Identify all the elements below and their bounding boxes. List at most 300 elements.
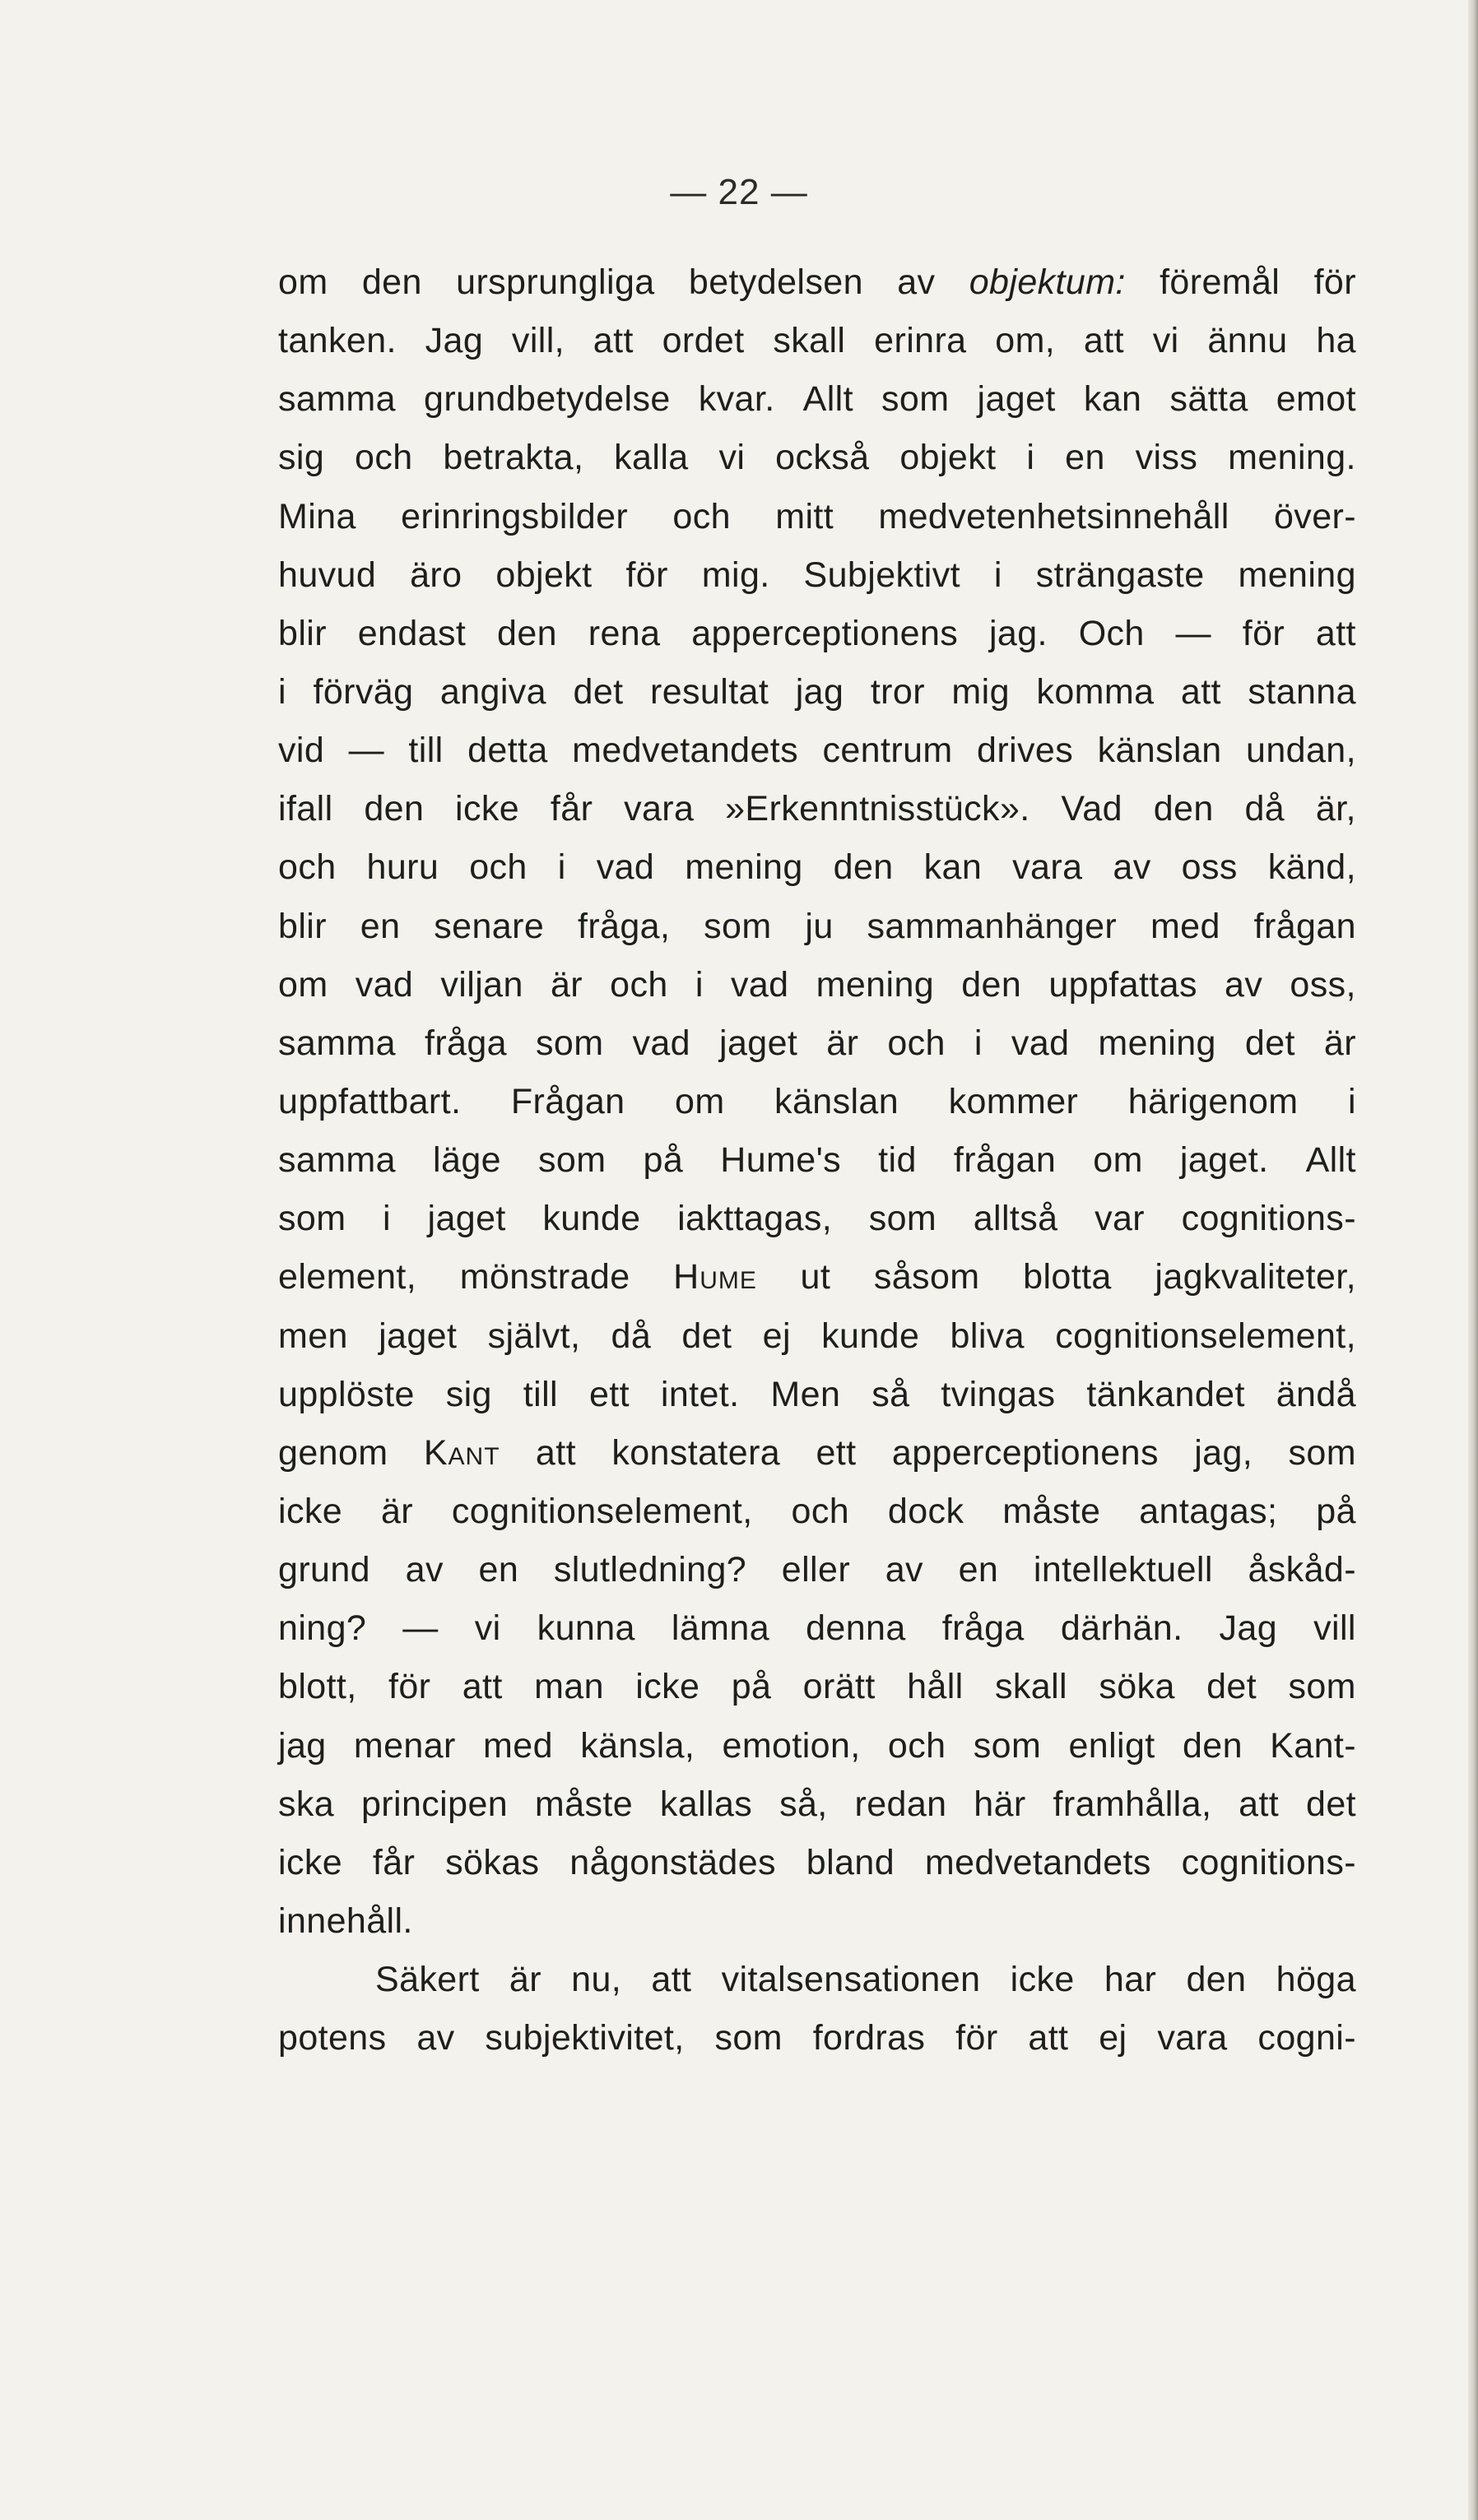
word: höga: [1276, 1960, 1356, 2000]
text-line: [278, 253, 1356, 312]
word: är: [380, 1491, 413, 1531]
word: vill,: [511, 321, 565, 361]
word: med: [1150, 906, 1220, 946]
word: lämna: [671, 1608, 770, 1649]
word: därhän.: [1060, 1608, 1183, 1649]
word: kunde: [821, 1316, 920, 1356]
word: tror: [870, 671, 925, 712]
text-line: [278, 1248, 1356, 1306]
word: icke: [278, 1842, 343, 1882]
word: och: [887, 1725, 946, 1766]
word: jag,: [1194, 1432, 1253, 1473]
word: vitalsensationen: [721, 1960, 981, 2000]
word: ursprungliga: [456, 262, 655, 302]
word: objekt: [899, 438, 997, 478]
word: kvar.: [698, 379, 775, 420]
word: av: [1225, 964, 1263, 1005]
text-line: [278, 1366, 1356, 1424]
word: endast: [357, 613, 467, 653]
word: sökas: [445, 1842, 540, 1882]
word: huvud: [278, 555, 377, 595]
word: av: [416, 2018, 455, 2058]
word: att: [462, 1667, 503, 1707]
word: strängaste: [1035, 555, 1205, 595]
word: ju: [805, 906, 834, 946]
word: fordras: [812, 2018, 926, 2058]
word: som: [704, 906, 772, 946]
word: i: [1026, 438, 1035, 478]
word: skall: [994, 1667, 1067, 1707]
word: är: [509, 1960, 541, 2000]
word: blir: [278, 613, 327, 653]
word: den: [364, 789, 425, 829]
word: orätt: [802, 1667, 876, 1707]
word: känd,: [1267, 847, 1356, 888]
word: till: [408, 731, 444, 771]
word: i: [557, 847, 566, 888]
word: som: [1288, 1667, 1356, 1707]
word: framhålla,: [1053, 1784, 1212, 1824]
word: tanken.: [278, 321, 397, 361]
text-line: [278, 1658, 1356, 1716]
word: ett: [588, 1374, 630, 1414]
word: vara: [624, 789, 695, 829]
word: mening: [1238, 555, 1356, 595]
word: söka: [1099, 1667, 1175, 1707]
word: vill: [1313, 1608, 1356, 1649]
word: Frågan: [510, 1081, 625, 1121]
word: Mina: [278, 496, 356, 536]
word: cognitions-: [1181, 1199, 1356, 1239]
word: ännu: [1207, 321, 1288, 361]
word: —: [348, 731, 384, 771]
word: till: [523, 1374, 559, 1414]
page-edge-shadow: [1468, 0, 1478, 2520]
word: uppfattas: [1048, 964, 1197, 1005]
word: mening.: [1228, 438, 1356, 478]
word: kallas: [659, 1784, 753, 1824]
word: Vad: [1061, 789, 1122, 829]
word: fråga: [941, 1608, 1025, 1649]
word: Och: [1078, 613, 1145, 653]
word: huru: [366, 847, 439, 888]
word: om: [278, 964, 328, 1005]
word: vi: [718, 438, 746, 478]
word: mening: [1098, 1023, 1216, 1063]
word: i: [695, 964, 704, 1005]
word: Jag: [425, 321, 484, 361]
word: sig: [445, 1374, 492, 1414]
word: den: [497, 613, 557, 653]
word: vi: [1152, 321, 1179, 361]
word: självt,: [487, 1316, 581, 1356]
word: och: [469, 847, 528, 888]
word: ej: [1099, 2018, 1127, 2058]
word: jaget: [427, 1199, 506, 1239]
paragraph-end-line: [278, 1892, 1356, 1951]
word: föremål: [1160, 262, 1280, 302]
word: detta: [467, 731, 548, 771]
word: och: [355, 438, 413, 478]
word: i: [383, 1199, 391, 1239]
word: undan,: [1246, 731, 1356, 771]
word: som: [881, 379, 950, 420]
word: som: [1288, 1432, 1356, 1473]
word: den: [1186, 1960, 1247, 2000]
word: ordet: [662, 321, 745, 361]
word: får: [550, 789, 593, 829]
word: Men: [770, 1374, 841, 1414]
word: upplöste: [278, 1374, 415, 1414]
word: förväg: [313, 671, 414, 712]
word: dock: [887, 1491, 964, 1531]
word: jaget: [379, 1316, 458, 1356]
word: på: [1316, 1491, 1356, 1531]
word: om: [278, 262, 328, 302]
word: är: [550, 964, 583, 1005]
word: redan: [854, 1784, 947, 1824]
word: det: [1206, 1667, 1257, 1707]
word: objekt: [495, 555, 593, 595]
word: vad: [596, 847, 655, 888]
text-line: [278, 2009, 1356, 2068]
text-line: [278, 1717, 1356, 1775]
word: äro: [410, 555, 462, 595]
word: Subjektivt: [803, 555, 960, 595]
word: härigenom: [1127, 1081, 1299, 1121]
word: vad: [355, 964, 414, 1005]
word: drives: [977, 731, 1074, 771]
word: jag.: [988, 613, 1048, 653]
word: stanna: [1248, 671, 1356, 712]
word: att: [1239, 1784, 1280, 1824]
word: ej: [762, 1316, 791, 1356]
word: som: [538, 1140, 607, 1181]
word: på: [643, 1140, 684, 1181]
word: och: [278, 847, 337, 888]
word: en: [478, 1550, 519, 1590]
word: över-: [1273, 496, 1356, 536]
word: för: [1313, 262, 1356, 302]
word: känslan: [774, 1081, 899, 1121]
word: skall: [773, 321, 846, 361]
word: för: [625, 555, 668, 595]
word: centrum: [822, 731, 953, 771]
word: viss: [1135, 438, 1198, 478]
word: känslan: [1097, 731, 1222, 771]
word: av: [897, 262, 936, 302]
word: samma: [278, 379, 396, 420]
text-line: [278, 1073, 1356, 1131]
word: ändå: [1276, 1374, 1356, 1414]
text-line: [278, 546, 1356, 605]
word: Allt: [802, 379, 853, 420]
word: som: [868, 1199, 937, 1239]
word: då: [611, 1316, 652, 1356]
word: »Erkenntnisstück».: [725, 789, 1030, 829]
word: konstatera: [611, 1432, 781, 1473]
word: icke: [1010, 1960, 1075, 2000]
word: ning?: [278, 1608, 367, 1649]
word: fråga: [424, 1023, 507, 1063]
word: alltså: [973, 1199, 1058, 1239]
word: ut: [800, 1257, 831, 1297]
word: kunna: [537, 1608, 635, 1649]
text-line: [278, 1424, 1356, 1483]
word: man: [534, 1667, 604, 1707]
word: Hume's: [720, 1140, 842, 1181]
word: oss,: [1290, 964, 1356, 1005]
word: medvetandets: [924, 1842, 1151, 1882]
word: mening: [816, 964, 935, 1005]
word: i: [974, 1023, 983, 1063]
word: en: [360, 906, 401, 946]
text-line: [278, 956, 1356, 1014]
word: får: [372, 1842, 416, 1882]
word: blir: [278, 906, 327, 946]
word: —: [1175, 613, 1211, 653]
word: enligt: [1068, 1725, 1155, 1766]
body-text: [278, 253, 1356, 2068]
word: subjektivitet,: [485, 2018, 685, 2058]
word: var: [1095, 1199, 1145, 1239]
word: betrakta,: [443, 438, 584, 478]
word: har: [1104, 1960, 1157, 2000]
word: genom: [278, 1432, 388, 1473]
word: att: [593, 321, 634, 361]
text-line: [278, 312, 1356, 370]
word: ett: [816, 1432, 857, 1473]
word: slutledning?: [553, 1550, 747, 1590]
text-line: [278, 1307, 1356, 1366]
word: medvetenhetsinnehåll: [878, 496, 1229, 536]
word: vad: [730, 964, 789, 1005]
word: då: [1244, 789, 1285, 829]
word: innehåll.: [278, 1900, 413, 1941]
word: jag: [795, 671, 844, 712]
word: som: [536, 1023, 604, 1063]
text-line: [278, 1014, 1356, 1073]
text-line: [278, 1834, 1356, 1892]
word: om: [1093, 1140, 1143, 1181]
word: kan: [923, 847, 983, 888]
word: Säkert: [375, 1960, 480, 2000]
word: Allt: [1305, 1140, 1356, 1181]
word: icke: [278, 1491, 343, 1531]
word: som: [973, 1725, 1042, 1766]
word: Kant-: [1270, 1725, 1356, 1766]
word: viljan: [440, 964, 523, 1005]
word: den: [833, 847, 894, 888]
text-line: [278, 1190, 1356, 1248]
word: bliva: [950, 1316, 1025, 1356]
word: vad: [1011, 1023, 1070, 1063]
word: icke: [455, 789, 520, 829]
word: oss: [1181, 847, 1238, 888]
word: i: [993, 555, 1002, 595]
word: emot: [1276, 379, 1356, 420]
word: element,: [278, 1257, 417, 1297]
word: den: [361, 262, 422, 302]
word: så,: [779, 1784, 828, 1824]
word: Jag: [1219, 1608, 1278, 1649]
word: jaget: [977, 379, 1056, 420]
word: för: [388, 1667, 431, 1707]
word: av: [405, 1550, 444, 1590]
word: apperceptionens: [691, 613, 959, 653]
word: en: [1065, 438, 1105, 478]
word: resultat: [650, 671, 769, 712]
word: antagas;: [1139, 1491, 1278, 1531]
word: betydelsen: [688, 262, 863, 302]
word: som: [278, 1199, 346, 1239]
word: men: [278, 1316, 348, 1356]
word: att: [1083, 321, 1124, 361]
word: kan: [1083, 379, 1142, 420]
word: den: [1153, 789, 1214, 829]
text-line: [278, 1131, 1356, 1190]
word: att: [1028, 2018, 1069, 2058]
word: mening: [685, 847, 803, 888]
word: cognitionselement,: [1055, 1316, 1356, 1356]
word: om: [675, 1081, 725, 1121]
word: cognitionselement,: [451, 1491, 753, 1531]
word: cogni-: [1257, 2018, 1356, 2058]
word: för: [955, 2018, 998, 2058]
word: vid: [278, 731, 325, 771]
word: kommer: [948, 1081, 1079, 1121]
word: någonstädes: [569, 1842, 776, 1882]
word: vi: [474, 1608, 501, 1649]
word: måste: [534, 1784, 634, 1824]
word: intellektuell: [1033, 1550, 1213, 1590]
word: är: [1323, 1023, 1356, 1063]
word: och: [887, 1023, 946, 1063]
word: kunde: [542, 1199, 641, 1239]
word: iakttagas,: [677, 1199, 833, 1239]
word: objektum:: [969, 262, 1126, 302]
word: med: [483, 1725, 553, 1766]
text-line: [278, 780, 1356, 838]
word: också: [775, 438, 870, 478]
word: Hume: [673, 1257, 757, 1297]
word: frågan: [1253, 906, 1356, 946]
word: medvetandets: [572, 731, 799, 771]
word: blotta: [1023, 1257, 1112, 1297]
word: så: [871, 1374, 910, 1414]
word: måste: [1002, 1491, 1101, 1531]
text-line: [278, 898, 1356, 956]
word: —: [402, 1608, 439, 1649]
text-line: [278, 370, 1356, 429]
word: är: [826, 1023, 859, 1063]
word: för: [1242, 613, 1285, 653]
word: att: [651, 1960, 692, 2000]
word: i: [1348, 1081, 1356, 1121]
word: principen: [360, 1784, 509, 1824]
word: grund: [278, 1550, 370, 1590]
word: erinringsbilder: [401, 496, 629, 536]
word: jaget: [719, 1023, 798, 1063]
word: håll: [907, 1667, 964, 1707]
word: att: [535, 1432, 576, 1473]
word: att: [1315, 613, 1356, 653]
word: uppfattbart.: [278, 1081, 462, 1121]
word: Kant: [423, 1432, 500, 1473]
word: om,: [995, 321, 1056, 361]
word: det: [1306, 1784, 1356, 1824]
word: frågan: [953, 1140, 1057, 1181]
word: läge: [433, 1140, 501, 1181]
text-line: [278, 488, 1356, 546]
word: såsom: [873, 1257, 980, 1297]
word: i: [278, 671, 286, 712]
word: potens: [278, 2018, 387, 2058]
paragraph-start-line: [278, 1951, 1356, 2009]
word: den: [1182, 1725, 1243, 1766]
word: åskåd-: [1248, 1550, 1356, 1590]
word: mitt: [775, 496, 834, 536]
word: bland: [806, 1842, 895, 1882]
word: är,: [1315, 789, 1356, 829]
text-line: [278, 663, 1356, 722]
word: en: [958, 1550, 999, 1590]
word: ska: [278, 1784, 335, 1824]
word: samma: [278, 1023, 396, 1063]
word: intet.: [660, 1374, 740, 1414]
word: mönstrade: [459, 1257, 630, 1297]
word: sammanhänger: [867, 906, 1118, 946]
word: apperceptionens: [891, 1432, 1159, 1473]
word: tvingas: [941, 1374, 1056, 1414]
text-line: [278, 429, 1356, 487]
word: nu,: [571, 1960, 622, 2000]
word: det: [681, 1316, 732, 1356]
word: samma: [278, 1140, 396, 1181]
word: vara: [1012, 847, 1083, 888]
page-number: — 22 —: [670, 172, 808, 212]
word: mig: [951, 671, 1010, 712]
word: jaget.: [1179, 1140, 1269, 1181]
word: och: [672, 496, 731, 536]
word: mig.: [701, 555, 770, 595]
word: cognitions-: [1181, 1842, 1356, 1882]
word: fråga,: [577, 906, 671, 946]
word: och: [610, 964, 668, 1005]
word: jag: [278, 1725, 327, 1766]
word: sätta: [1169, 379, 1248, 420]
word: det: [573, 671, 624, 712]
word: att: [1180, 671, 1221, 712]
word: på: [731, 1667, 772, 1707]
word: blott,: [278, 1667, 357, 1707]
text-line: [278, 838, 1356, 897]
word: det: [1244, 1023, 1295, 1063]
word: erinra: [874, 321, 967, 361]
text-line: [278, 605, 1356, 663]
word: menar: [353, 1725, 456, 1766]
text-line: [278, 1541, 1356, 1599]
word: sig: [278, 438, 325, 478]
word: rena: [588, 613, 661, 653]
word: emotion,: [722, 1725, 861, 1766]
word: grundbetydelse: [424, 379, 671, 420]
word: och: [791, 1491, 850, 1531]
word: tid: [878, 1140, 917, 1181]
word: som: [714, 2018, 783, 2058]
word: av: [1113, 847, 1151, 888]
word: jagkvaliteter,: [1155, 1257, 1356, 1297]
